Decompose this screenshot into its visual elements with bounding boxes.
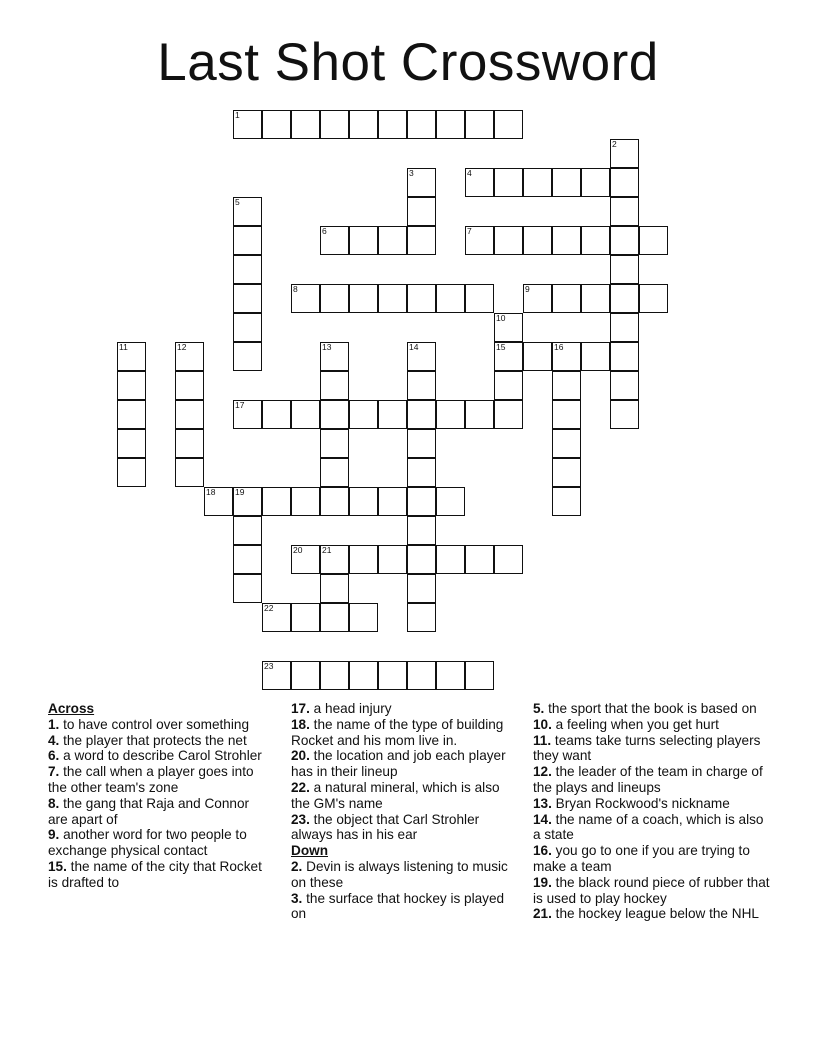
grid-cell[interactable] bbox=[262, 110, 291, 139]
grid-cell[interactable] bbox=[552, 487, 581, 516]
clue-number: 10 bbox=[496, 313, 506, 323]
grid-cell[interactable] bbox=[320, 371, 349, 400]
clue-item bbox=[533, 906, 773, 922]
clue-heading-across: Across bbox=[48, 701, 95, 716]
clue-item-number: 11. bbox=[533, 732, 552, 748]
grid-cell[interactable] bbox=[407, 661, 436, 690]
clue-item-text: the name of the type of building Rocket and his mom live in. bbox=[291, 716, 504, 748]
clue-number: 13 bbox=[322, 342, 332, 352]
clue-number: 21 bbox=[322, 545, 332, 555]
grid-cell[interactable] bbox=[494, 313, 523, 342]
grid-cell[interactable] bbox=[233, 110, 262, 139]
clue-item bbox=[533, 764, 773, 796]
grid-cell[interactable] bbox=[378, 661, 407, 690]
clue-item-number: 23. bbox=[291, 811, 310, 827]
clue-item bbox=[533, 875, 773, 907]
puzzle-title: Last Shot Crossword bbox=[157, 33, 659, 92]
clue-item bbox=[291, 701, 521, 717]
clue-item-text: a head injury bbox=[309, 701, 392, 716]
grid-cell[interactable] bbox=[117, 400, 146, 429]
clue-item-text: Bryan Rockwood's nickname bbox=[551, 795, 730, 811]
clue-item-number: 18. bbox=[291, 716, 310, 732]
grid-cell[interactable] bbox=[291, 400, 320, 429]
grid-cell[interactable] bbox=[233, 226, 262, 255]
grid-cell[interactable] bbox=[407, 168, 436, 197]
clue-item bbox=[48, 796, 268, 828]
clue-item-number: 14. bbox=[533, 811, 552, 827]
grid-cell[interactable] bbox=[320, 429, 349, 458]
grid-cell[interactable] bbox=[233, 545, 262, 574]
clue-item bbox=[533, 843, 773, 875]
grid-cell[interactable] bbox=[175, 342, 204, 371]
grid-cell[interactable] bbox=[291, 284, 320, 313]
grid-cell[interactable] bbox=[233, 284, 262, 313]
clue-item-number: 15. bbox=[48, 858, 67, 874]
clue-item-number: 7. bbox=[48, 764, 60, 780]
grid-cell[interactable] bbox=[552, 400, 581, 429]
clue-item-text: the hockey league below the NHL bbox=[551, 906, 759, 922]
grid-cell[interactable] bbox=[378, 400, 407, 429]
clue-item bbox=[533, 717, 773, 733]
grid-cell[interactable] bbox=[407, 284, 436, 313]
clue-item bbox=[533, 733, 773, 765]
grid-cell[interactable] bbox=[320, 661, 349, 690]
clue-item-text: another word for two people to exchange physical contact bbox=[48, 827, 247, 859]
grid-cell[interactable] bbox=[349, 487, 378, 516]
grid-cell[interactable] bbox=[320, 545, 349, 574]
clue-item-text: the player that protects the net bbox=[59, 732, 247, 748]
grid-cell[interactable] bbox=[639, 284, 668, 313]
grid-cell[interactable] bbox=[552, 284, 581, 313]
grid-cell[interactable] bbox=[320, 110, 349, 139]
grid-cell[interactable] bbox=[610, 168, 639, 197]
grid-cell[interactable] bbox=[175, 371, 204, 400]
clue-number: 15 bbox=[496, 342, 506, 352]
clue-item bbox=[291, 717, 521, 749]
grid-cell[interactable] bbox=[117, 371, 146, 400]
grid-cell[interactable] bbox=[117, 429, 146, 458]
grid-cell[interactable] bbox=[610, 371, 639, 400]
clue-item-number: 10. bbox=[533, 716, 552, 732]
grid-cell[interactable] bbox=[436, 400, 465, 429]
clue-item bbox=[291, 748, 521, 780]
clue-item bbox=[48, 827, 268, 859]
grid-cell[interactable] bbox=[291, 603, 320, 632]
clue-item-number: 2. bbox=[291, 858, 303, 874]
clue-number: 17 bbox=[235, 400, 245, 410]
clue-item bbox=[48, 733, 268, 749]
grid-cell[interactable] bbox=[320, 284, 349, 313]
clue-item-number: 8. bbox=[48, 795, 60, 811]
grid-cell[interactable] bbox=[523, 168, 552, 197]
grid-cell[interactable] bbox=[175, 400, 204, 429]
grid-cell[interactable] bbox=[494, 110, 523, 139]
grid-cell[interactable] bbox=[320, 458, 349, 487]
clue-item bbox=[48, 717, 268, 733]
clue-number: 22 bbox=[264, 603, 274, 613]
grid-cell[interactable] bbox=[407, 197, 436, 226]
clue-item bbox=[291, 891, 521, 923]
grid-cell[interactable] bbox=[233, 516, 262, 545]
grid-cell[interactable] bbox=[407, 603, 436, 632]
grid-cell[interactable] bbox=[552, 226, 581, 255]
grid-cell[interactable] bbox=[407, 516, 436, 545]
clue-item-text: the gang that Raja and Connor are apart of bbox=[48, 795, 250, 827]
grid-cell[interactable] bbox=[494, 371, 523, 400]
grid-cell[interactable] bbox=[349, 400, 378, 429]
clue-item bbox=[291, 859, 521, 891]
grid-cell[interactable] bbox=[407, 371, 436, 400]
clue-item-number: 1. bbox=[48, 716, 60, 732]
grid-cell[interactable] bbox=[523, 226, 552, 255]
grid-cell[interactable] bbox=[262, 603, 291, 632]
grid-cell[interactable] bbox=[349, 110, 378, 139]
clue-item-number: 17. bbox=[291, 701, 310, 716]
grid-cell[interactable] bbox=[610, 400, 639, 429]
grid-cell[interactable] bbox=[378, 226, 407, 255]
grid-cell[interactable] bbox=[465, 168, 494, 197]
clue-number: 8 bbox=[293, 284, 298, 294]
grid-cell[interactable] bbox=[494, 545, 523, 574]
clue-item-text: to have control over something bbox=[59, 716, 250, 732]
grid-cell[interactable] bbox=[552, 458, 581, 487]
grid-cell[interactable] bbox=[465, 110, 494, 139]
grid-cell[interactable] bbox=[291, 545, 320, 574]
grid-cell[interactable] bbox=[610, 313, 639, 342]
clue-item-text: a natural mineral, which is also the GM's name bbox=[291, 779, 500, 811]
grid-cell[interactable] bbox=[523, 342, 552, 371]
clue-item-number: 22. bbox=[291, 779, 310, 795]
clue-item-text: the black round piece of rubber that is used to play hockey bbox=[533, 874, 770, 906]
clue-item bbox=[48, 748, 268, 764]
grid-cell[interactable] bbox=[175, 458, 204, 487]
grid-cell[interactable] bbox=[291, 661, 320, 690]
clue-number: 11 bbox=[119, 342, 128, 352]
grid-cell[interactable] bbox=[407, 429, 436, 458]
clue-number: 4 bbox=[467, 168, 472, 178]
clue-item bbox=[48, 764, 268, 796]
grid-cell[interactable] bbox=[610, 197, 639, 226]
grid-cell[interactable] bbox=[581, 226, 610, 255]
grid-cell[interactable] bbox=[262, 661, 291, 690]
grid-cell[interactable] bbox=[407, 342, 436, 371]
grid-cell[interactable] bbox=[436, 284, 465, 313]
grid-cell[interactable] bbox=[407, 400, 436, 429]
clue-item-number: 4. bbox=[48, 732, 60, 748]
clue-item-number: 6. bbox=[48, 748, 60, 764]
clue-heading-down: Down bbox=[291, 843, 328, 859]
grid-cell[interactable] bbox=[233, 342, 262, 371]
grid-cell[interactable] bbox=[494, 168, 523, 197]
clue-number: 23 bbox=[264, 661, 274, 671]
clue-item-text: you go to one if you are trying to make a team bbox=[533, 843, 750, 874]
clue-item-text: a feeling when you get hurt bbox=[551, 716, 719, 732]
clue-item bbox=[533, 796, 773, 812]
grid-cell[interactable] bbox=[204, 487, 233, 516]
clue-item-number: 19. bbox=[533, 874, 552, 890]
clue-item-text: the sport that the book is based on bbox=[544, 701, 757, 716]
clue-item-text: teams take turns selecting players they want bbox=[533, 732, 761, 764]
clue-number: 1 bbox=[235, 110, 240, 120]
grid-cell[interactable] bbox=[378, 284, 407, 313]
grid-cell[interactable] bbox=[465, 661, 494, 690]
clue-item-number: 3. bbox=[291, 890, 303, 906]
clue-item bbox=[291, 812, 521, 844]
clue-item-text: the call when a player goes into the other team's zone bbox=[48, 764, 254, 795]
clue-item-text: the object that Carl Strohler always has in his ear bbox=[291, 811, 480, 843]
clue-item-text: the location and job each player has in their lineup bbox=[291, 748, 506, 780]
grid-cell[interactable] bbox=[233, 574, 262, 603]
grid-cell[interactable] bbox=[233, 255, 262, 284]
grid-cell[interactable] bbox=[407, 487, 436, 516]
grid-cell[interactable] bbox=[610, 226, 639, 255]
clues-column-2 bbox=[291, 701, 521, 922]
clue-item bbox=[48, 859, 268, 891]
grid-cell[interactable] bbox=[117, 458, 146, 487]
grid-cell[interactable] bbox=[349, 661, 378, 690]
clue-number: 2 bbox=[612, 139, 617, 149]
clue-number: 5 bbox=[235, 197, 240, 207]
grid-cell[interactable] bbox=[117, 342, 146, 371]
grid-cell[interactable] bbox=[233, 197, 262, 226]
grid-cell[interactable] bbox=[581, 284, 610, 313]
grid-cell[interactable] bbox=[407, 110, 436, 139]
grid-cell[interactable] bbox=[320, 400, 349, 429]
grid-cell[interactable] bbox=[581, 168, 610, 197]
grid-cell[interactable] bbox=[610, 342, 639, 371]
grid-cell[interactable] bbox=[378, 487, 407, 516]
grid-cell[interactable] bbox=[581, 342, 610, 371]
grid-cell[interactable] bbox=[407, 458, 436, 487]
clue-item-text: the leader of the team in charge of the plays and lineups bbox=[533, 764, 763, 795]
grid-cell[interactable] bbox=[407, 574, 436, 603]
clue-number: 12 bbox=[177, 342, 187, 352]
clue-number: 16 bbox=[554, 342, 564, 352]
clue-item bbox=[291, 780, 521, 812]
grid-cell[interactable] bbox=[639, 226, 668, 255]
clue-item-number: 13. bbox=[533, 795, 552, 811]
grid-cell[interactable] bbox=[465, 545, 494, 574]
grid-cell[interactable] bbox=[175, 429, 204, 458]
clue-number: 14 bbox=[409, 342, 419, 352]
grid-cell[interactable] bbox=[291, 110, 320, 139]
grid-cell[interactable] bbox=[320, 487, 349, 516]
clue-number: 18 bbox=[206, 487, 216, 497]
clue-item-number: 16. bbox=[533, 843, 552, 859]
clue-number: 19 bbox=[235, 487, 245, 497]
clue-number: 7 bbox=[467, 226, 472, 236]
grid-cell[interactable] bbox=[610, 284, 639, 313]
clue-item-number: 9. bbox=[48, 827, 60, 843]
grid-cell[interactable] bbox=[610, 139, 639, 168]
grid-cell[interactable] bbox=[320, 603, 349, 632]
grid-cell[interactable] bbox=[349, 603, 378, 632]
clue-item bbox=[533, 701, 773, 717]
grid-cell[interactable] bbox=[349, 545, 378, 574]
grid-cell[interactable] bbox=[407, 226, 436, 255]
grid-cell[interactable] bbox=[233, 400, 262, 429]
grid-cell[interactable] bbox=[436, 487, 465, 516]
clue-item bbox=[533, 812, 773, 844]
clue-item-text: a word to describe Carol Strohler bbox=[59, 748, 262, 764]
clue-item-text: the surface that hockey is played on bbox=[291, 890, 505, 922]
grid-cell[interactable] bbox=[494, 400, 523, 429]
grid-cell[interactable] bbox=[552, 168, 581, 197]
grid-cell[interactable] bbox=[523, 284, 552, 313]
clues-column-1 bbox=[48, 701, 268, 891]
clue-number: 3 bbox=[409, 168, 414, 178]
grid-cell[interactable] bbox=[349, 284, 378, 313]
clue-number: 20 bbox=[293, 545, 303, 555]
grid-cell[interactable] bbox=[378, 545, 407, 574]
grid-cell[interactable] bbox=[552, 429, 581, 458]
clue-item-number: 20. bbox=[291, 748, 310, 764]
clue-item-text: Devin is always listening to music on these bbox=[291, 858, 508, 890]
grid-cell[interactable] bbox=[291, 487, 320, 516]
clues-column-3 bbox=[533, 701, 773, 922]
grid-cell[interactable] bbox=[465, 400, 494, 429]
grid-cell[interactable] bbox=[262, 400, 291, 429]
grid-cell[interactable] bbox=[436, 661, 465, 690]
grid-cell[interactable] bbox=[407, 545, 436, 574]
grid-cell[interactable] bbox=[320, 342, 349, 371]
clue-item-number: 12. bbox=[533, 764, 552, 780]
grid-cell[interactable] bbox=[465, 226, 494, 255]
clue-item-text: the name of a coach, which is also a state bbox=[533, 811, 764, 843]
clue-number: 6 bbox=[322, 226, 327, 236]
grid-cell[interactable] bbox=[378, 110, 407, 139]
grid-cell[interactable] bbox=[320, 574, 349, 603]
grid-cell[interactable] bbox=[552, 342, 581, 371]
grid-cell[interactable] bbox=[552, 371, 581, 400]
grid-cell[interactable] bbox=[465, 284, 494, 313]
grid-cell[interactable] bbox=[494, 342, 523, 371]
grid-cell[interactable] bbox=[610, 255, 639, 284]
grid-cell[interactable] bbox=[349, 226, 378, 255]
clue-item-number: 21. bbox=[533, 906, 552, 922]
clue-item-text: the name of the city that Rocket is drafted to bbox=[48, 858, 262, 890]
grid-cell[interactable] bbox=[320, 226, 349, 255]
grid-cell[interactable] bbox=[233, 487, 262, 516]
grid-cell[interactable] bbox=[262, 487, 291, 516]
clue-item-number: 5. bbox=[533, 701, 545, 716]
grid-cell[interactable] bbox=[436, 545, 465, 574]
clue-number: 9 bbox=[525, 284, 530, 294]
grid-cell[interactable] bbox=[494, 226, 523, 255]
grid-cell[interactable] bbox=[233, 313, 262, 342]
grid-cell[interactable] bbox=[436, 110, 465, 139]
